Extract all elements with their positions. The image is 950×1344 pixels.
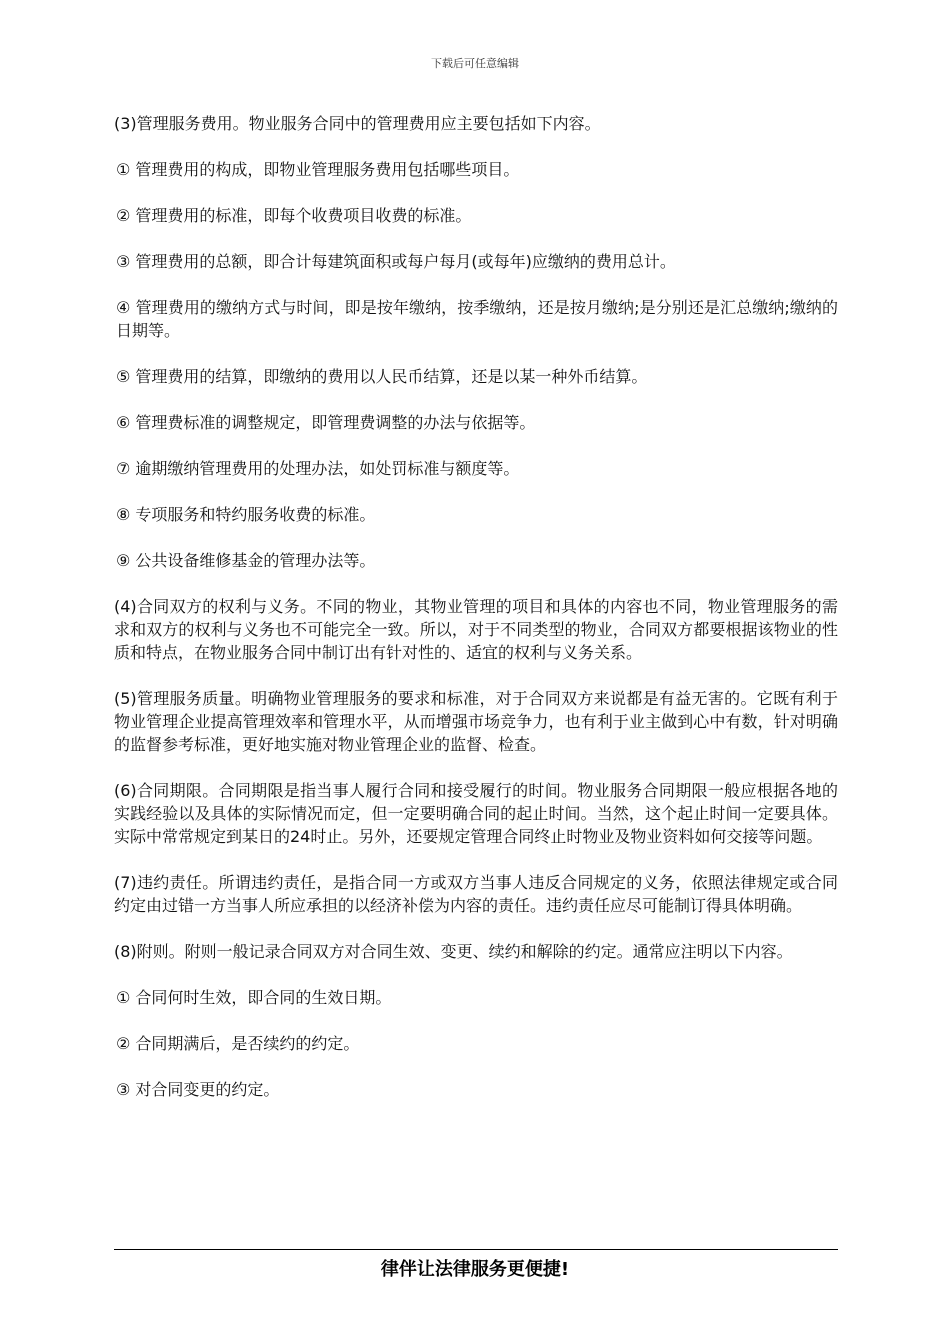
paragraph-liability: (7)违约责任。所谓违约责任，是指合同一方或双方当事人违反合同规定的义务，依照法律规定或合同约定由过错一方当事人所应承担的以经济补偿为内容的责任。违约责任应尽可能制订得具体明确。: [114, 873, 838, 915]
list-item-fee-standard: ② 管理费用的标准，即每个收费项目收费的标准。: [116, 206, 472, 225]
list-item-special-service-fee: ⑧ 专项服务和特约服务收费的标准。: [116, 505, 376, 524]
document-body: [114, 112, 838, 1124]
list-item-fee-payment-method: ④ 管理费用的缴纳方式与时间，即是按年缴纳，按季缴纳，还是按月缴纳;是分别还是汇总缴纳;缴纳的日期等。: [116, 298, 838, 340]
paragraph-supplementary: (8)附则。附则一般记录合同双方对合同生效、变更、续约和解除的约定。通常应注明以下内容。: [114, 942, 793, 961]
paragraph-service-quality: (5)管理服务质量。明确物业管理服务的要求和标准，对于合同双方来说都是有益无害的。它既有利于物业管理企业提高管理效率和管理水平，从而增强市场竞争力，也有利于业主做到心中有数，针对明确的监督参考标准，更好地实施对物业管理企业的监督、检查。: [114, 689, 838, 754]
footer-divider: [114, 1249, 838, 1250]
list-item-fee-settlement: ⑤ 管理费用的结算，即缴纳的费用以人民币结算，还是以某一种外币结算。: [116, 367, 648, 386]
list-item-modification: ③ 对合同变更的约定。: [116, 1080, 280, 1099]
list-item-maintenance-fund: ⑨ 公共设备维修基金的管理办法等。: [116, 551, 376, 570]
list-item-fee-composition: ① 管理费用的构成，即物业管理服务费用包括哪些项目。: [116, 160, 520, 179]
list-item-overdue-handling: ⑦ 逾期缴纳管理费用的处理办法，如处罚标准与额度等。: [116, 459, 520, 478]
paragraph-rights-obligations: (4)合同双方的权利与义务。不同的物业，其物业管理的项目和具体的内容也不同，物业管理服务的需求和双方的权利与义务也不可能完全一致。所以，对于不同类型的物业，合同双方都要根据该物业的性质和特点，在物业服务合同中制订出有针对性的、适宜的权利与义务关系。: [114, 597, 838, 662]
list-item-fee-adjustment: ⑥ 管理费标准的调整规定，即管理费调整的办法与依据等。: [116, 413, 536, 432]
list-item-effective-date: ① 合同何时生效，即合同的生效日期。: [116, 988, 392, 1007]
paragraph-fee-heading: (3)管理服务费用。物业服务合同中的管理费用应主要包括如下内容。: [114, 114, 601, 133]
list-item-renewal: ② 合同期满后，是否续约的约定。: [116, 1034, 360, 1053]
paragraph-contract-term: (6)合同期限。合同期限是指当事人履行合同和接受履行的时间。物业服务合同期限一般应根据各地的实践经验以及具体的实际情况而定，但一定要明确合同的起止时间。当然，这个起止时间一定要具体。实际中常常规定到某日的24时止。另外，还要规定管理合同终止时物业及物业资料如何交接等问题。: [114, 781, 838, 846]
page-header: 下载后可任意编辑: [431, 57, 519, 70]
footer-slogan: 律伴让法律服务更便捷!: [380, 1259, 570, 1280]
list-item-fee-total: ③ 管理费用的总额，即合计每建筑面积或每户每月(或每年)应缴纳的费用总计。: [116, 252, 676, 271]
